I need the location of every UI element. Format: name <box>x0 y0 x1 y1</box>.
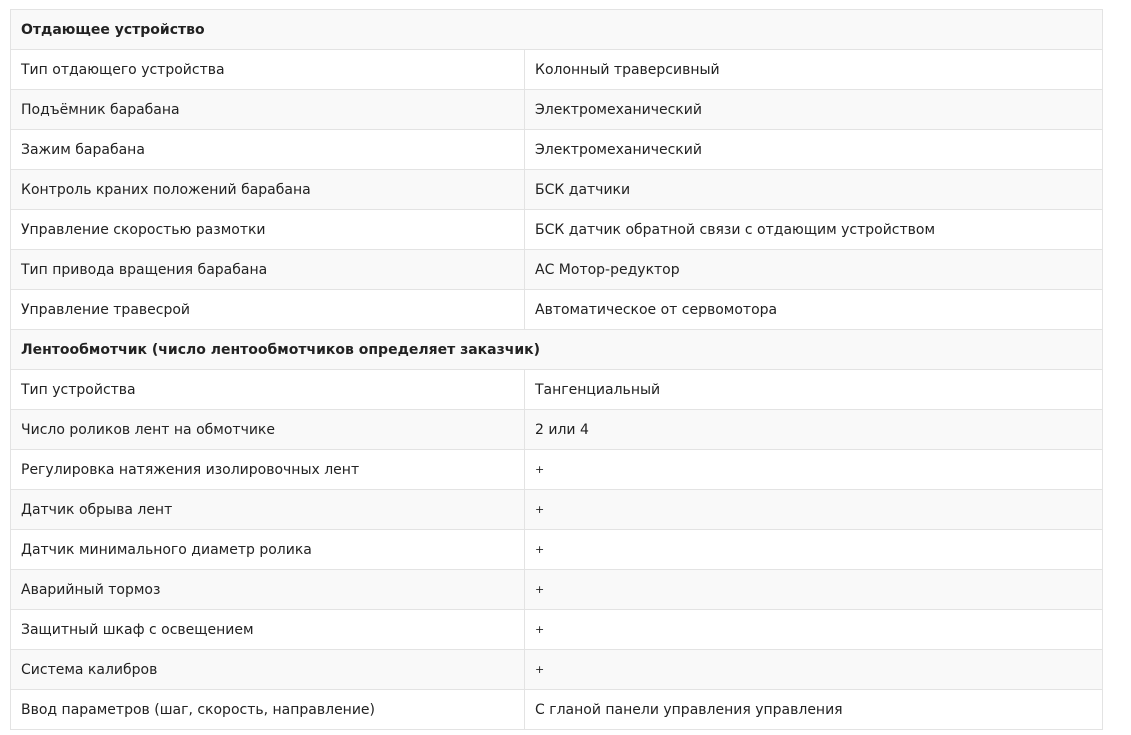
parameter-name: Тип привода вращения барабана <box>11 250 525 290</box>
parameter-name: Зажим барабана <box>11 130 525 170</box>
table-row <box>11 210 1103 250</box>
section-title: Лентообмотчик (число лентообмотчиков определяет заказчик) <box>11 330 1103 370</box>
parameter-value: БСК датчик обратной связи с отдающим устройством <box>525 210 1103 250</box>
parameter-name: Аварийный тормоз <box>11 570 525 610</box>
parameter-name: Тип отдающего устройства <box>11 50 525 90</box>
table-row <box>11 610 1103 650</box>
parameter-name: Защитный шкаф с освещением <box>11 610 525 650</box>
parameter-value: АС Мотор-редуктор <box>525 250 1103 290</box>
parameter-name: Управление травесрой <box>11 290 525 330</box>
parameter-name: Контроль краних положений барабана <box>11 170 525 210</box>
parameter-value: БСК датчики <box>525 170 1103 210</box>
parameter-name: Датчик обрыва лент <box>11 490 525 530</box>
parameter-value: + <box>525 610 1103 650</box>
parameter-name: Система калибров <box>11 650 525 690</box>
parameter-value: Электромеханический <box>525 90 1103 130</box>
parameter-name: Тип устройства <box>11 370 525 410</box>
table-row <box>11 450 1103 490</box>
spec-table-container <box>10 9 1102 730</box>
table-row <box>11 570 1103 610</box>
table-row <box>11 170 1103 210</box>
table-row <box>11 690 1103 730</box>
parameter-value: + <box>525 450 1103 490</box>
section-header-row <box>11 330 1103 370</box>
specifications-table <box>10 9 1103 730</box>
parameter-value: + <box>525 570 1103 610</box>
parameter-value: Тангенциальный <box>525 370 1103 410</box>
parameter-value: Автоматическое от сервомотора <box>525 290 1103 330</box>
table-row <box>11 290 1103 330</box>
parameter-value: + <box>525 490 1103 530</box>
table-row <box>11 130 1103 170</box>
parameter-name: Датчик минимального диаметр ролика <box>11 530 525 570</box>
section-header-row <box>11 10 1103 50</box>
parameter-name: Подъёмник барабана <box>11 90 525 130</box>
section-title: Отдающее устройство <box>11 10 1103 50</box>
table-row <box>11 90 1103 130</box>
parameter-value: + <box>525 530 1103 570</box>
parameter-name: Управление скоростью размотки <box>11 210 525 250</box>
table-row <box>11 50 1103 90</box>
table-row <box>11 250 1103 290</box>
table-row <box>11 490 1103 530</box>
parameter-value: Электромеханический <box>525 130 1103 170</box>
parameter-value: Колонный траверсивный <box>525 50 1103 90</box>
table-row <box>11 530 1103 570</box>
parameter-name: Число роликов лент на обмотчике <box>11 410 525 450</box>
table-row <box>11 650 1103 690</box>
parameter-name: Ввод параметров (шаг, скорость, направление) <box>11 690 525 730</box>
parameter-value: + <box>525 650 1103 690</box>
parameter-name: Регулировка натяжения изолировочных лент <box>11 450 525 490</box>
table-row <box>11 370 1103 410</box>
specifications-table-body <box>11 10 1103 730</box>
parameter-value: С гланой панели управления управления <box>525 690 1103 730</box>
table-row <box>11 410 1103 450</box>
parameter-value: 2 или 4 <box>525 410 1103 450</box>
